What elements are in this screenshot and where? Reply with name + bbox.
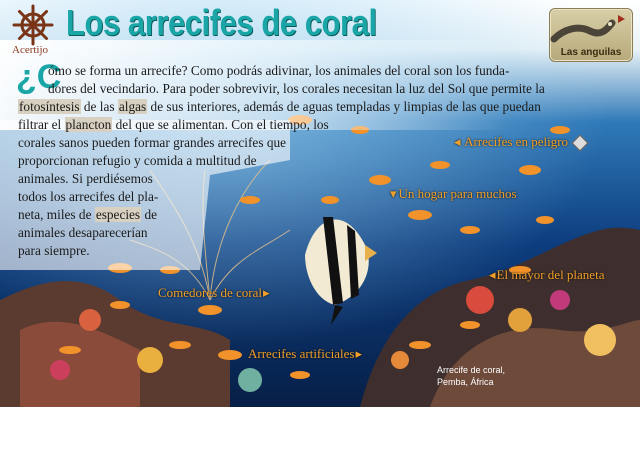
photo-caption (437, 364, 505, 388)
eels-nav-label: Las anguilas (560, 47, 622, 58)
acertijo-label[interactable]: Acertijo (12, 44, 49, 56)
article-line: fotosíntesis de las algas de sus interiores, además de aguas templadas y limpias de las que puedan (19, 99, 541, 114)
arrecifes-artificiales-link[interactable]: Arrecifes artificiales ▸ (248, 346, 362, 362)
article-line: neta, miles de especies de (18, 207, 158, 222)
caption-line: Pemba, África (437, 377, 494, 387)
caption-line: Arrecife de coral, (437, 365, 506, 375)
article-line: ómo se forma un arrecife? Como podrás adivinar, los animales del coral son los funda- (48, 63, 510, 78)
article-line: todos los arrecifes del pla- (18, 189, 159, 204)
el-mayor-del-planeta-link[interactable]: ◂ El mayor del planeta (489, 267, 604, 283)
article-line: para siempre. (18, 243, 90, 258)
arrow-right-icon (618, 15, 625, 23)
eels-nav-button[interactable] (549, 8, 633, 62)
article-line: corales sanos pueden formar grandes arrecifes que (18, 135, 287, 150)
term-especies-link[interactable]: especies (95, 207, 141, 222)
arrecifes-en-peligro-link[interactable] (454, 134, 586, 150)
ship-wheel-icon (8, 4, 58, 48)
term-fotosintesis-link[interactable]: fotosíntesis (19, 99, 80, 114)
article-line: filtrar el plancton del que se alimentan. Con el tiempo, los (18, 117, 329, 132)
article-line: proporcionan refugio y comida a multitud de (18, 153, 257, 168)
drop-cap: ¿C (16, 58, 62, 96)
un-hogar-para-muchos-link[interactable]: ▾ Un hogar para muchos (390, 186, 517, 202)
arrecifes-en-peligro-label: Arrecifes en peligro (464, 134, 569, 149)
term-algas-link[interactable]: algas (118, 99, 147, 114)
page-title: Los arrecifes de coral (66, 2, 377, 43)
article-line: dores del vecindario. Para poder sobrevivir, los corales necesitan la luz del Sol que permite la (48, 81, 545, 96)
article-line: animales desaparecerían (18, 225, 148, 240)
term-plancton-link[interactable]: plancton (65, 117, 112, 132)
comedores-de-coral-link[interactable]: Comedores de coral ▸ (158, 285, 270, 301)
film-icon (572, 135, 589, 152)
article-line: animales. Si perdiésemos (18, 171, 153, 186)
